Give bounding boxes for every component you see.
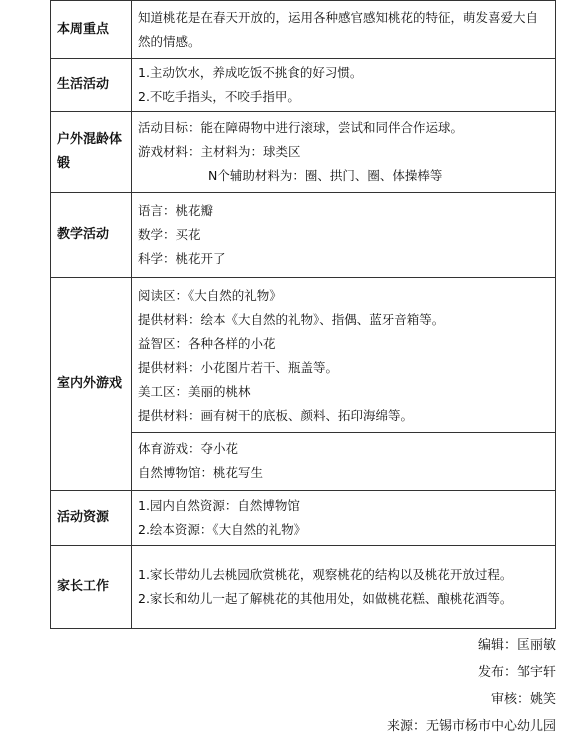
row-label: 本周重点 xyxy=(51,1,132,59)
content-line: 科学：桃花开了 xyxy=(138,251,226,266)
content-line: 自然博物馆：桃花写生 xyxy=(138,464,264,480)
row-label: 生活活动 xyxy=(51,59,132,112)
credits-block xyxy=(387,632,556,740)
content-line: 语言：桃花瓣 xyxy=(138,203,214,218)
row-content xyxy=(132,59,556,112)
row-resources xyxy=(51,491,556,546)
content-line: 1.主动饮水，养成吃饭不挑食的好习惯。 xyxy=(138,65,363,80)
content-line: 活动目标：能在障碍物中进行滚球，尝试和同伴合作运球。 xyxy=(138,120,464,135)
content-line: N个辅助材料为：圈、拱门、圈、体操棒等 xyxy=(208,168,443,183)
row-teaching xyxy=(51,193,556,278)
content-line: 2.家长和幼儿一起了解桃花的其他用处，如做桃花糕、酿桃花酒等。 xyxy=(138,591,513,606)
row-label: 活动资源 xyxy=(51,491,132,546)
row-content xyxy=(132,112,556,193)
reviewer-credit: 审核：姚笑 xyxy=(490,692,556,707)
row-content xyxy=(132,193,556,278)
source-credit: 来源：无锡市杨市中心幼儿园 xyxy=(386,719,556,734)
row-weekly-focus xyxy=(51,1,556,59)
content-line: 提供材料：绘本《大自然的礼物》、指偶、蓝牙音箱等。 xyxy=(138,311,445,327)
content-line: 美工区：美丽的桃林 xyxy=(138,383,251,399)
content-line: 2.不吃手指头，不咬手指甲。 xyxy=(138,89,300,104)
content-line: 益智区：各种各样的小花 xyxy=(138,335,276,351)
content-line: 数学：买花 xyxy=(138,227,201,242)
content-line: 2.绘本资源：《大自然的礼物》 xyxy=(138,522,307,537)
weekly-plan-table xyxy=(50,0,556,629)
publisher-credit: 发布：邹宇轩 xyxy=(477,665,556,680)
content-line: 1.家长带幼儿去桃园欣赏桃花，观察桃花的结构以及桃花开放过程。 xyxy=(138,567,513,582)
content-line: 体育游戏：夺小花 xyxy=(138,440,239,456)
row-label: 户外混龄体锻 xyxy=(51,112,132,193)
row-label: 家长工作 xyxy=(51,546,132,629)
row-outdoor-exercise xyxy=(51,112,556,193)
row-content xyxy=(132,278,556,491)
content-line: 知道桃花是在春天开放的，运用各种感官感知桃花的特征，萌发喜爱大自然的情感。 xyxy=(138,9,539,49)
content-line: 1.园内自然资源：自然博物馆 xyxy=(138,498,300,513)
content-line: 游戏材料：主材料为：球类区 xyxy=(138,144,301,159)
row-content xyxy=(132,1,556,59)
row-label: 教学活动 xyxy=(51,193,132,278)
row-content xyxy=(132,491,556,546)
row-label: 室内外游戏 xyxy=(51,278,132,491)
row-content xyxy=(132,546,556,629)
content-line: 阅读区：《大自然的礼物》 xyxy=(138,287,282,303)
editor-credit: 编辑：匡丽敏 xyxy=(477,638,556,653)
content-line: 提供材料：小花图片若干、瓶盖等。 xyxy=(138,359,339,375)
row-daily-life xyxy=(51,59,556,112)
content-line: 提供材料：画有树干的底板、颜料、拓印海绵等。 xyxy=(138,407,414,423)
row-parent-work xyxy=(51,546,556,629)
row-games xyxy=(51,278,556,491)
outdoor-games-section xyxy=(132,432,555,485)
